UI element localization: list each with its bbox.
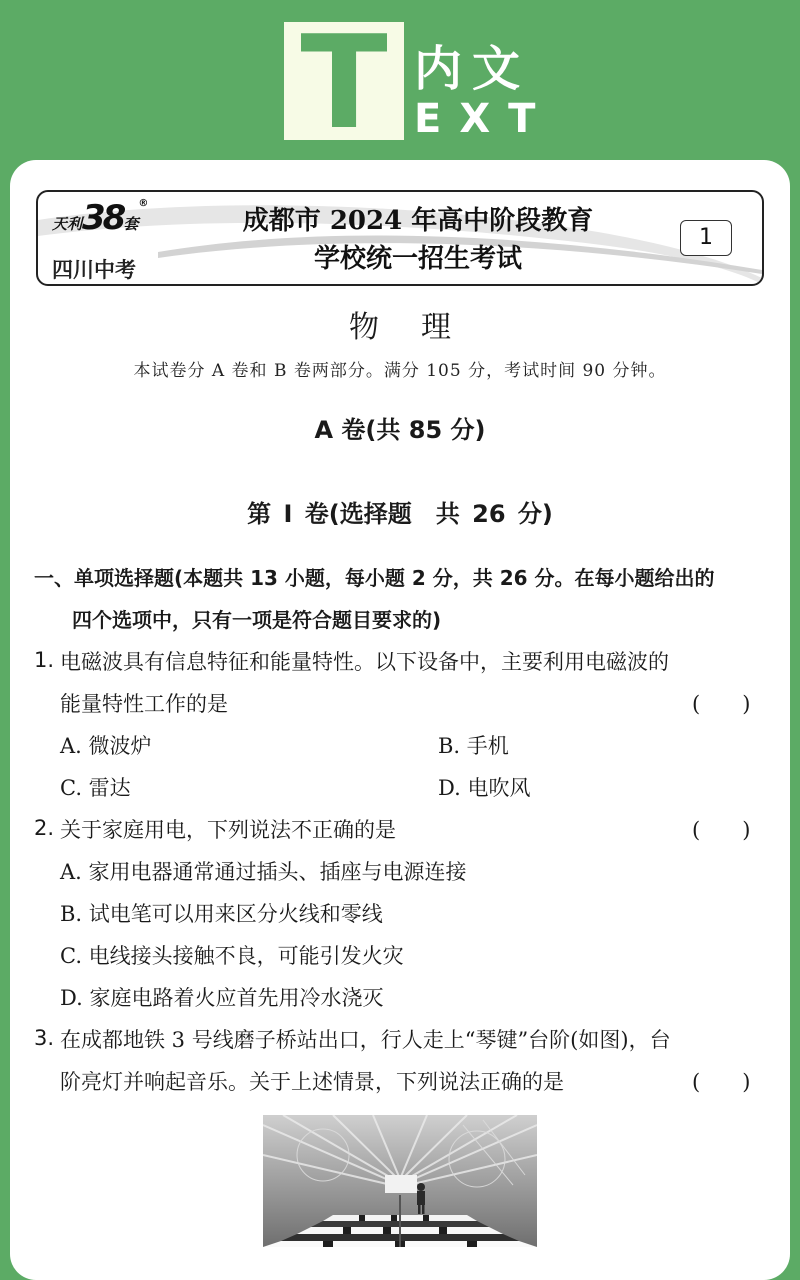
brand-subtitle: 四川中考 [52,258,136,282]
top-banner [0,0,800,160]
exam-header [36,190,764,286]
answer-blank: ( ) [692,818,751,842]
option-b: B. 手机 [438,734,509,758]
question-3-line1: 在成都地铁 3 号线磨子桥站出口，行人走上“琴键”台阶(如图)，台 [60,1028,671,1052]
paper-number: 1 [680,220,732,256]
option-c: C. 电线接头接触不良，可能引发火灾 [60,944,404,968]
question-1-line2: 能量特性工作的是 [60,692,228,716]
subject-title: 物理 [349,310,493,345]
banner-label-en: EXT [414,96,554,142]
subway-stairs-photo [263,1115,537,1247]
part-heading-line1: 一、单项选择题(本题共 13 小题，每小题 2 分，共 26 分。在每小题给出的 [34,566,715,590]
question-3-line2: 阶亮灯并响起音乐。关于上述情景，下列说法正确的是 [60,1070,564,1094]
question-number: 1. [34,648,55,672]
part-heading-line2: 四个选项中，只有一项是符合题目要求的) [72,608,442,632]
question-number: 3. [34,1026,55,1050]
brand-logo [52,198,148,238]
section-1-heading: 第 Ⅰ 卷(选择题 共 26 分) [247,500,553,528]
exam-title-line1: 成都市 2024 年高中阶段教育 [242,206,594,236]
brand-prefix: 天利 [52,215,83,233]
option-c: C. 雷达 [60,776,131,800]
question-2-line1: 关于家庭用电，下列说法不正确的是 [60,818,396,842]
answer-blank: ( ) [692,1070,751,1094]
option-d: D. 家庭电路着火应首先用冷水浇灭 [60,986,384,1010]
option-a: A. 微波炉 [60,734,152,758]
banner-label-cn: 内文 [414,41,531,97]
registered-mark: ® [138,198,149,209]
answer-blank: ( ) [692,692,751,716]
text-badge [284,9,404,158]
option-a: A. 家用电器通常通过插头、插座与电源连接 [60,860,467,884]
brand-number: 38 [82,198,124,238]
brand-suffix: 套 [123,215,139,233]
exam-intro: 本试卷分 A 卷和 B 卷两部分。满分 105 分，考试时间 90 分钟。 [133,361,667,381]
section-a-heading: A 卷(共 85 分) [314,416,486,444]
badge-letter: T [300,9,388,158]
option-b: B. 试电笔可以用来区分火线和零线 [60,902,383,926]
question-1-line1: 电磁波具有信息特征和能量特性。以下设备中，主要利用电磁波的 [60,650,669,674]
question-number: 2. [34,816,55,840]
option-d: D. 电吹风 [438,776,531,800]
stairs-illustration [263,1115,537,1247]
exam-title-line2: 学校统一招生考试 [313,244,522,274]
